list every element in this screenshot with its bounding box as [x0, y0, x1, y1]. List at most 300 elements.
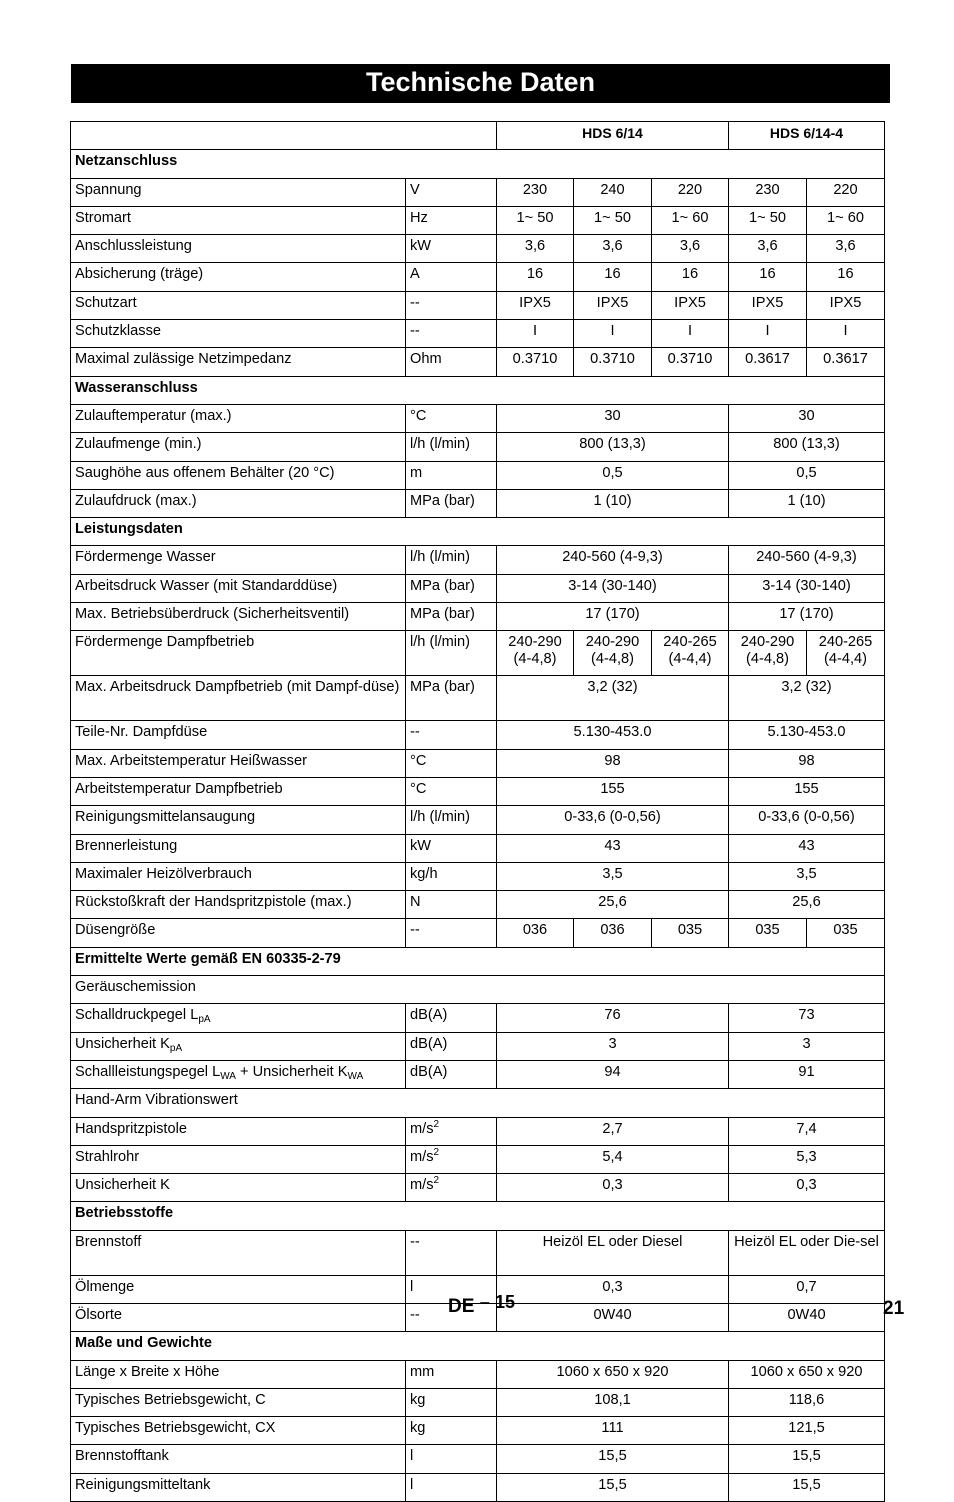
value-cell: 036: [497, 919, 574, 947]
unit-text: N: [410, 894, 421, 911]
unit-text: dB(A): [410, 1063, 448, 1080]
value-cell-hds-6-14: 25,6: [497, 891, 729, 919]
value-cell-hds-6-14-4: 15,5: [729, 1445, 885, 1473]
value-cell: 240-265 (4-4,4): [807, 631, 885, 676]
unit-text: l/h (l/min): [410, 436, 470, 453]
value-cell-hds-6-14-4: 121,5: [729, 1417, 885, 1445]
table-row: [71, 1473, 885, 1501]
table-row: [71, 834, 885, 862]
value-cell: 035: [729, 919, 807, 947]
value-cell-hds-6-14: 111: [497, 1417, 729, 1445]
value-cell: 16: [807, 263, 885, 291]
table-row: [71, 1445, 885, 1473]
unit-text: kg: [410, 1420, 426, 1437]
row-label: [71, 461, 406, 489]
value-cell-hds-6-14-4: 1 (10): [729, 489, 885, 517]
row-unit: [406, 235, 497, 263]
table-row: [71, 631, 885, 676]
value-cell-hds-6-14-4: 5.130-453.0: [729, 721, 885, 749]
value-cell: 1~ 50: [497, 206, 574, 234]
row-label: [71, 919, 406, 947]
value-cell: IPX5: [574, 291, 652, 319]
table-row: [71, 320, 885, 348]
value-cell-hds-6-14: 3,2 (32): [497, 676, 729, 721]
section-heading: Wasseranschluss: [71, 376, 885, 404]
value-cell-hds-6-14: Heizöl EL oder Diesel: [497, 1230, 729, 1275]
row-unit: [406, 1032, 497, 1060]
row-label-text: Max. Betriebsüberdruck (Sicherheitsventil): [75, 606, 350, 623]
row-unit: [406, 603, 497, 631]
row-label: [71, 721, 406, 749]
value-cell-hds-6-14-4: 3: [729, 1032, 885, 1060]
value-cell-hds-6-14-4: 118,6: [729, 1388, 885, 1416]
value-cell-hds-6-14: 0-33,6 (0-0,56): [497, 806, 729, 834]
table-row: [71, 749, 885, 777]
table-header-row: [71, 122, 885, 150]
row-label: [71, 235, 406, 263]
row-label-text: Handspritzpistole: [75, 1120, 187, 1137]
row-label: [71, 489, 406, 517]
value-cell: 036: [574, 919, 652, 947]
value-cell-hds-6-14: 800 (13,3): [497, 433, 729, 461]
value-cell-hds-6-14: 0,3: [497, 1275, 729, 1303]
value-cell-hds-6-14: 3: [497, 1032, 729, 1060]
value-cell: I: [497, 320, 574, 348]
section-row: [71, 150, 885, 178]
unit-text: --: [410, 1306, 420, 1323]
row-unit: [406, 891, 497, 919]
row-label: [71, 1117, 406, 1145]
row-label-text: Reinigungsmittelansaugung: [75, 809, 256, 826]
row-unit: [406, 348, 497, 376]
row-unit: [406, 320, 497, 348]
value-cell: 16: [729, 263, 807, 291]
unit-text: Ohm: [410, 351, 442, 368]
label-subscript: pA: [198, 1014, 211, 1026]
value-cell-hds-6-14-4: 73: [729, 1004, 885, 1032]
row-unit: [406, 461, 497, 489]
row-label-text: Max. Arbeitsdruck Dampfbetrieb (mit Dampf-düse): [75, 679, 400, 696]
unit-text: l/h (l/min): [410, 549, 470, 566]
row-label: [71, 891, 406, 919]
unit-text: MPa (bar): [410, 606, 475, 623]
value-cell-hds-6-14: 240-560 (4-9,3): [497, 546, 729, 574]
table-row: [71, 676, 885, 721]
row-unit: [406, 1174, 497, 1202]
value-cell: 0.3710: [497, 348, 574, 376]
row-label-text: Düsengröße: [75, 922, 156, 939]
row-label-text: Teile-Nr. Dampfdüse: [75, 724, 208, 741]
section-heading: Leistungsdaten: [71, 518, 885, 546]
value-cell: 1~ 60: [807, 206, 885, 234]
unit-text: l/h (l/min): [410, 634, 470, 651]
table-row: [71, 1388, 885, 1416]
value-cell-hds-6-14: 76: [497, 1004, 729, 1032]
row-label: [71, 862, 406, 890]
value-cell-hds-6-14-4: 43: [729, 834, 885, 862]
row-unit: [406, 574, 497, 602]
label-subscript: pA: [169, 1042, 183, 1054]
unit-text: m/s: [410, 1177, 434, 1194]
row-label-text: Anschlussleistung: [75, 238, 192, 255]
row-label: [71, 749, 406, 777]
value-cell: 035: [807, 919, 885, 947]
row-unit: [406, 1145, 497, 1173]
section-row: [71, 947, 885, 975]
unit-text: kg: [410, 1391, 426, 1408]
value-cell: 3,6: [652, 235, 729, 263]
value-cell-hds-6-14-4: 240-560 (4-9,3): [729, 546, 885, 574]
unit-text: l/h (l/min): [410, 809, 470, 826]
value-cell: IPX5: [497, 291, 574, 319]
section-heading: Betriebsstoffe: [71, 1202, 885, 1230]
unit-text: --: [410, 724, 420, 741]
value-cell: 1~ 50: [729, 206, 807, 234]
unit-text: l: [410, 1278, 414, 1295]
table-row: [71, 1060, 885, 1088]
row-unit: [406, 862, 497, 890]
value-cell-hds-6-14: 43: [497, 834, 729, 862]
value-cell-hds-6-14-4: 0,7: [729, 1275, 885, 1303]
table-row: [71, 806, 885, 834]
value-cell: 16: [574, 263, 652, 291]
row-label-text: Rückstoßkraft der Handspritzpistole (max.): [75, 894, 352, 911]
unit-superscript: 2: [433, 1118, 440, 1130]
row-label-text: Schalldruckpegel L: [75, 1007, 199, 1024]
row-label-text: Maximal zulässige Netzimpedanz: [75, 351, 292, 368]
value-cell: 035: [652, 919, 729, 947]
table-row: [71, 1417, 885, 1445]
footer-lang: DE: [448, 1296, 475, 1317]
model-header-hds-6-14: HDS 6/14: [497, 122, 729, 150]
value-cell: 240-290 (4-4,8): [497, 631, 574, 676]
table-row: [71, 919, 885, 947]
value-cell: 220: [652, 178, 729, 206]
row-label-text: Strahlrohr: [75, 1148, 140, 1165]
row-unit: [406, 1445, 497, 1473]
value-cell: 3,6: [574, 235, 652, 263]
row-label: [71, 1360, 406, 1388]
table-row: [71, 291, 885, 319]
row-label: [71, 1032, 406, 1060]
row-label-text: Brennerleistung: [75, 837, 178, 854]
unit-text: --: [410, 294, 420, 311]
row-label: [71, 291, 406, 319]
value-cell: I: [807, 320, 885, 348]
row-label: [71, 1060, 406, 1088]
row-unit: [406, 1388, 497, 1416]
unit-text: MPa (bar): [410, 679, 475, 696]
unit-text: kg/h: [410, 865, 438, 882]
section-row: [71, 1202, 885, 1230]
row-unit: [406, 1360, 497, 1388]
row-unit: [406, 834, 497, 862]
table-row: [71, 862, 885, 890]
value-cell: 220: [807, 178, 885, 206]
row-unit: [406, 489, 497, 517]
label-subscript: WA: [220, 1070, 236, 1082]
footer-page-number: 21: [883, 1298, 905, 1319]
unit-text: l: [410, 1448, 414, 1465]
value-cell: 240-265 (4-4,4): [652, 631, 729, 676]
row-label: [71, 603, 406, 631]
row-unit: [406, 676, 497, 721]
unit-text: m/s: [410, 1148, 434, 1165]
page-title: Technische Daten: [71, 64, 890, 103]
value-cell: 16: [497, 263, 574, 291]
row-label-text: Typisches Betriebsgewicht, C: [75, 1391, 266, 1408]
value-cell-hds-6-14: 5.130-453.0: [497, 721, 729, 749]
value-cell: 1~ 50: [574, 206, 652, 234]
table-row: [71, 1145, 885, 1173]
unit-text: V: [410, 181, 420, 198]
row-label: [71, 178, 406, 206]
table-body: [71, 122, 885, 1502]
row-label: [71, 433, 406, 461]
row-unit: [406, 433, 497, 461]
row-label: [71, 1417, 406, 1445]
row-label: [71, 263, 406, 291]
table-row: [71, 574, 885, 602]
table-row: [71, 777, 885, 805]
unit-text: --: [410, 1233, 420, 1250]
table-row: [71, 489, 885, 517]
value-cell: IPX5: [807, 291, 885, 319]
row-label: [71, 1473, 406, 1501]
value-cell-hds-6-14-4: 3,2 (32): [729, 676, 885, 721]
row-unit: [406, 919, 497, 947]
row-unit: [406, 178, 497, 206]
row-unit: [406, 1230, 497, 1275]
unit-text: mm: [410, 1363, 435, 1380]
section-heading: Maße und Gewichte: [71, 1332, 885, 1360]
value-cell: 230: [497, 178, 574, 206]
unit-text: dB(A): [410, 1035, 448, 1052]
row-unit: [406, 1004, 497, 1032]
subsection-label: Geräuschemission: [71, 976, 885, 1004]
footer-dash: –: [479, 1292, 490, 1312]
row-label-text: Unsicherheit K: [75, 1035, 170, 1052]
table-row: [71, 178, 885, 206]
value-cell-hds-6-14: 155: [497, 777, 729, 805]
row-label: [71, 404, 406, 432]
value-cell-hds-6-14: 3-14 (30-140): [497, 574, 729, 602]
row-label: [71, 806, 406, 834]
section-row: [71, 1332, 885, 1360]
unit-text: kW: [410, 837, 432, 854]
value-cell-hds-6-14-4: 3-14 (30-140): [729, 574, 885, 602]
row-label: [71, 206, 406, 234]
value-cell-hds-6-14: 98: [497, 749, 729, 777]
unit-text: A: [410, 266, 420, 283]
row-label: [71, 676, 406, 721]
value-cell: I: [652, 320, 729, 348]
row-label-text: Spannung: [75, 181, 142, 198]
row-label: [71, 320, 406, 348]
value-cell-hds-6-14-4: 155: [729, 777, 885, 805]
value-cell-hds-6-14-4: Heizöl EL oder Die-sel: [729, 1230, 885, 1275]
value-cell: 0.3710: [574, 348, 652, 376]
value-cell-hds-6-14-4: 3,5: [729, 862, 885, 890]
value-cell-hds-6-14: 0W40: [497, 1303, 729, 1331]
row-label: [71, 1275, 406, 1303]
row-label-text: Saughöhe aus offenem Behälter (20 °C): [75, 464, 335, 481]
value-cell-hds-6-14-4: 98: [729, 749, 885, 777]
table-row: [71, 1004, 885, 1032]
row-unit: [406, 404, 497, 432]
row-label-text: Arbeitstemperatur Dampfbetrieb: [75, 780, 283, 797]
table-row: [71, 1089, 885, 1117]
value-cell: IPX5: [729, 291, 807, 319]
table-row: [71, 235, 885, 263]
table-row: [71, 546, 885, 574]
unit-text: m: [410, 464, 423, 481]
row-label: [71, 1303, 406, 1331]
value-cell-hds-6-14-4: 15,5: [729, 1473, 885, 1501]
row-label: [71, 1174, 406, 1202]
value-cell: 240-290 (4-4,8): [729, 631, 807, 676]
value-cell-hds-6-14-4: 5,3: [729, 1145, 885, 1173]
value-cell-hds-6-14: 1060 x 650 x 920: [497, 1360, 729, 1388]
technical-data-table: [70, 121, 885, 1502]
value-cell: 240-290 (4-4,8): [574, 631, 652, 676]
table-row: [71, 433, 885, 461]
table-row: [71, 1032, 885, 1060]
row-unit: [406, 263, 497, 291]
row-unit: [406, 1417, 497, 1445]
unit-text: °C: [410, 407, 427, 424]
row-label-text: Unsicherheit K: [75, 1177, 170, 1194]
row-label: [71, 1388, 406, 1416]
row-label-text: Ölmenge: [75, 1278, 135, 1295]
value-cell-hds-6-14-4: 17 (170): [729, 603, 885, 631]
row-label-text: Schutzklasse: [75, 323, 161, 340]
value-cell-hds-6-14: 3,5: [497, 862, 729, 890]
model-header-hds-6-14-4: HDS 6/14-4: [729, 122, 885, 150]
row-label: [71, 1004, 406, 1032]
unit-text: --: [410, 922, 420, 939]
row-label-text: Stromart: [75, 209, 131, 226]
table-row: [71, 976, 885, 1004]
table-row: [71, 1174, 885, 1202]
unit-text: °C: [410, 780, 427, 797]
value-cell-hds-6-14-4: 1060 x 650 x 920: [729, 1360, 885, 1388]
unit-text: dB(A): [410, 1007, 448, 1024]
section-heading: Ermittelte Werte gemäß EN 60335-2-79: [71, 947, 885, 975]
table-row: [71, 348, 885, 376]
value-cell: 0.3617: [729, 348, 807, 376]
table-row: [71, 404, 885, 432]
unit-text: m/s: [410, 1120, 434, 1137]
table-row: [71, 891, 885, 919]
row-label: [71, 777, 406, 805]
footer-section-page: 15: [494, 1292, 516, 1312]
row-unit: [406, 631, 497, 676]
unit-text: --: [410, 323, 420, 340]
section-row: [71, 376, 885, 404]
value-cell: 0.3710: [652, 348, 729, 376]
table-row: [71, 721, 885, 749]
row-unit: [406, 206, 497, 234]
unit-text: l: [410, 1476, 414, 1493]
row-unit: [406, 291, 497, 319]
row-unit: [406, 749, 497, 777]
value-cell: 3,6: [497, 235, 574, 263]
row-label: [71, 348, 406, 376]
value-cell-hds-6-14-4: 30: [729, 404, 885, 432]
unit-text: kW: [410, 238, 432, 255]
row-label-text: Schallleistungspegel L: [75, 1063, 221, 1080]
table-row: [71, 603, 885, 631]
value-cell-hds-6-14: 30: [497, 404, 729, 432]
row-label-text: Zulaufdruck (max.): [75, 492, 197, 509]
row-label-text: Fördermenge Wasser: [75, 549, 216, 566]
value-cell-hds-6-14: 15,5: [497, 1445, 729, 1473]
row-label: [71, 1230, 406, 1275]
row-label: [71, 574, 406, 602]
value-cell: 0.3617: [807, 348, 885, 376]
value-cell: 3,6: [807, 235, 885, 263]
row-label-text: Reinigungsmitteltank: [75, 1476, 211, 1493]
value-cell-hds-6-14-4: 0,5: [729, 461, 885, 489]
value-cell-hds-6-14-4: 25,6: [729, 891, 885, 919]
row-label-text: Arbeitsdruck Wasser (mit Standarddüse): [75, 577, 338, 594]
value-cell-hds-6-14: 2,7: [497, 1117, 729, 1145]
value-cell: I: [729, 320, 807, 348]
row-label-text: Länge x Breite x Höhe: [75, 1363, 220, 1380]
row-label: [71, 1445, 406, 1473]
row-label-text: Zulauftemperatur (max.): [75, 407, 232, 424]
subsection-label: Hand-Arm Vibrationswert: [71, 1089, 885, 1117]
table-row: [71, 1117, 885, 1145]
row-unit: [406, 777, 497, 805]
row-label-text: Max. Arbeitstemperatur Heißwasser: [75, 752, 307, 769]
row-label: [71, 1145, 406, 1173]
unit-text: MPa (bar): [410, 492, 475, 509]
section-row: [71, 518, 885, 546]
value-cell-hds-6-14-4: 0-33,6 (0-0,56): [729, 806, 885, 834]
value-cell-hds-6-14: 1 (10): [497, 489, 729, 517]
unit-text: Hz: [410, 209, 428, 226]
row-label-text: Absicherung (träge): [75, 266, 204, 283]
row-label-text: Typisches Betriebsgewicht, CX: [75, 1420, 276, 1437]
row-unit: [406, 1060, 497, 1088]
row-label-text: Brennstoff: [75, 1233, 142, 1250]
value-cell-hds-6-14-4: 800 (13,3): [729, 433, 885, 461]
value-cell-hds-6-14: 108,1: [497, 1388, 729, 1416]
footer-language-page: [448, 1292, 516, 1318]
row-unit: [406, 806, 497, 834]
value-cell-hds-6-14: 15,5: [497, 1473, 729, 1501]
value-cell-hds-6-14-4: 0,3: [729, 1174, 885, 1202]
value-cell-hds-6-14-4: 91: [729, 1060, 885, 1088]
value-cell-hds-6-14-4: 0W40: [729, 1303, 885, 1331]
table-row: [71, 1360, 885, 1388]
value-cell-hds-6-14-4: 7,4: [729, 1117, 885, 1145]
row-label-text: Fördermenge Dampfbetrieb: [75, 634, 255, 651]
table-row: [71, 1230, 885, 1275]
value-cell: 240: [574, 178, 652, 206]
unit-superscript: 2: [433, 1175, 440, 1187]
row-label-text: Brennstofftank: [75, 1448, 169, 1465]
label-subscript: WA: [347, 1070, 364, 1082]
row-unit: [406, 1473, 497, 1501]
value-cell-hds-6-14: 5,4: [497, 1145, 729, 1173]
value-cell-hds-6-14: 0,3: [497, 1174, 729, 1202]
table-row: [71, 206, 885, 234]
unit-text: °C: [410, 752, 427, 769]
section-heading: Netzanschluss: [71, 150, 885, 178]
